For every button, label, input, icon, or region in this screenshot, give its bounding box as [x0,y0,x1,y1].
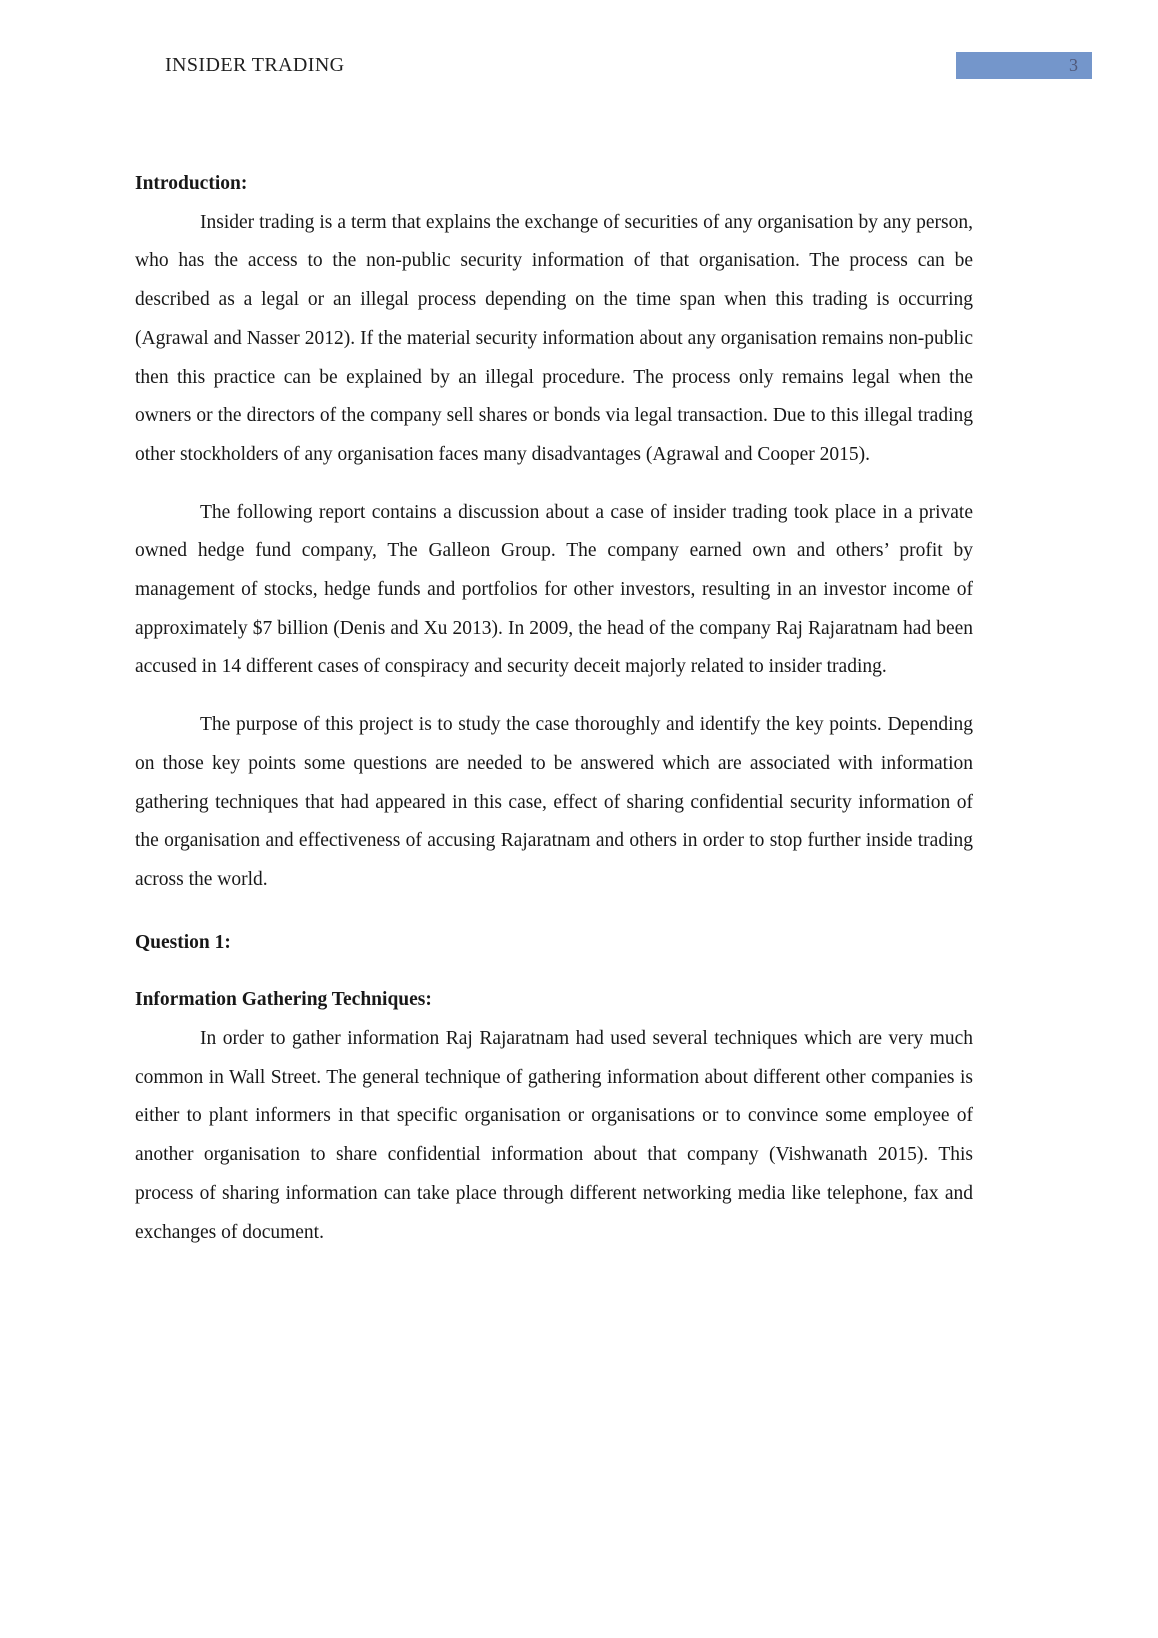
page-header [0,0,1158,79]
document-body [0,79,1158,1252]
paragraph-introduction-2: The following report contains a discussion about a case of insider trading took place in a private owned hedge fund company, The Galleon Group. The company earned own and others’ profit by management of stocks, hedge funds and portfolios for other investors, resulting in an investor income of approximately $7 billion (Denis and Xu 2013). In 2009, the head of the company Raj Rajaratnam had been accused in 14 different cases of conspiracy and security deceit majorly related to insider trading. [135,501,973,678]
section-heading-question-1: Question 1: [135,931,231,953]
section-heading-information-gathering-techniques: Information Gathering Techniques: [135,989,432,1011]
running-head-title: INSIDER TRADING [165,54,345,76]
paragraph-introduction-3: The purpose of this project is to study the case thoroughly and identify the key points. Depending on those key points some questions are needed to be answered which are associated with information gathering techniques that had appeared in this case, effect of sharing confidential security information of the organisation and effectiveness of accusing Rajaratnam and others in order to stop further inside trading across the world. [135,714,973,890]
page-number-badge [956,52,1092,79]
section-heading-introduction: Introduction: [135,173,248,194]
page-number: 3 [1069,55,1078,75]
paragraph-information-gathering-1: In order to gather information Raj Rajaratnam had used several techniques which are very much common in Wall Street. The general technique of gathering information about different other companies is either to plant informers in that specific organisation or organisations or to convince some employee of another organisation to share confidential information about that company (Vishwanath 2015). This process of sharing information can take place through different networking media like telephone, fax and exchanges of document. [135,1028,973,1243]
paragraph-introduction-1: Insider trading is a term that explains the exchange of securities of any organisation by any person, who has the access to the non-public security information of that organisation. The process can be described as a legal or an illegal process depending on the time span when this trading is occurring (Agrawal and Nasser 2012). If the material security information about any organisation remains non-public then this practice can be explained by an illegal procedure. The process only remains legal when the owners or the directors of the company sell shares or bonds via legal transaction. Due to this illegal trading other stockholders of any organisation faces many disadvantages (Agrawal and Cooper 2015). [135,211,973,465]
